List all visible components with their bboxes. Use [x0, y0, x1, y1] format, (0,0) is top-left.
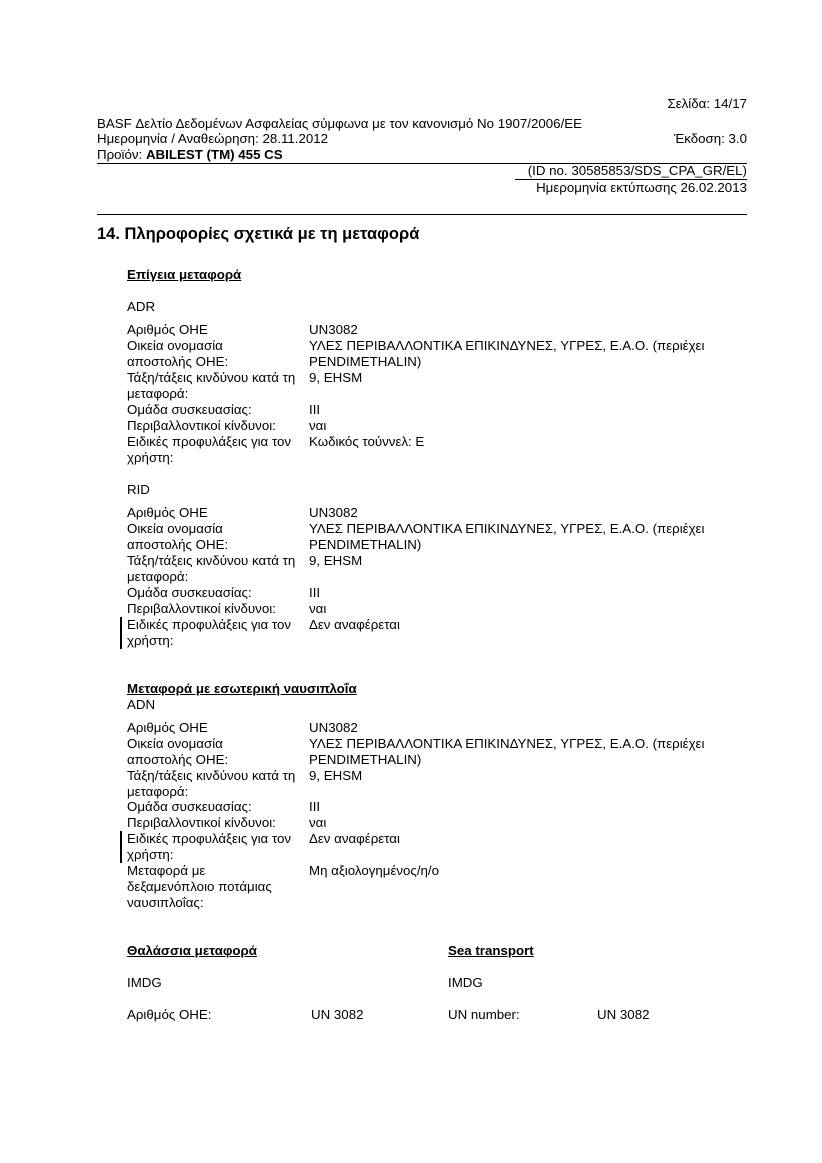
adr-hazard-class-value: 9, EHSM	[309, 370, 363, 385]
adn-special-precautions-value: Δεν αναφέρεται	[309, 831, 400, 846]
adr-un-number-value: UN3082	[309, 322, 358, 337]
sea-transport-heading-el: Θαλάσσια μεταφορά	[127, 943, 257, 958]
imdg-label-en: IMDG	[448, 975, 483, 990]
adr-packing-group-value: III	[309, 402, 321, 417]
rid-un-number-value: UN3082	[309, 505, 358, 520]
document-id: (ID no. 30585853/SDS_CPA_GR/EL)	[527, 163, 747, 178]
adn-packing-group-label: Ομάδα συσκευασίας:	[127, 799, 252, 814]
imdg-un-number-value-el: UN 3082	[311, 1007, 364, 1022]
adn-shipping-name-value: ΥΛΕΣ ΠΕΡΙΒΑΛΛΟΝΤΙΚΑ ΕΠΙΚΙΝΔΥΝΕΣ, ΥΓΡΕΣ, Ε.Α.Ο. (περιέχει PENDIMETHALIN)	[309, 736, 705, 767]
rid-shipping-name-value: ΥΛΕΣ ΠΕΡΙΒΑΛΛΟΝΤΙΚΑ ΕΠΙΚΙΝΔΥΝΕΣ, ΥΓΡΕΣ, Ε.Α.Ο. (περιέχει PENDIMETHALIN)	[309, 521, 705, 552]
sea-transport-heading-en: Sea transport	[448, 943, 534, 958]
page-number: Σελίδα: 14/17	[667, 96, 747, 111]
adr-hazard-class-label: Τάξη/τάξεις κινδύνου κατά τη μεταφορά:	[127, 370, 296, 401]
document-title-line: BASF Δελτίο Δεδομένων Ασφαλείας σύμφωνα με τον κανονισμό Νο 1907/2006/ΕΕ	[97, 116, 582, 131]
rid-hazard-class-value: 9, EHSM	[309, 553, 363, 568]
rid-special-precautions-value: Δεν αναφέρεται	[309, 617, 400, 632]
adn-env-hazard-value: ναι	[309, 815, 327, 830]
rid-label: RID	[127, 482, 150, 497]
adn-label: ADN	[127, 697, 156, 712]
adr-packing-group-label: Ομάδα συσκευασίας:	[127, 402, 252, 417]
rid-env-hazard-label: Περιβαλλοντικοί κίνδυνοι:	[127, 601, 276, 616]
adn-packing-group-value: III	[309, 799, 321, 814]
revision-date: Ημερομηνία / Αναθεώρηση: 28.11.2012	[97, 131, 329, 146]
adr-env-hazard-label: Περιβαλλοντικοί κίνδυνοι:	[127, 418, 276, 433]
version: Έκδοση: 3.0	[673, 131, 747, 146]
imdg-label-el: IMDG	[127, 975, 162, 990]
imdg-un-number-label-el: Αριθμός ΟΗΕ:	[127, 1007, 212, 1022]
adr-special-precautions-label: Ειδικές προφυλάξεις για τον χρήστη:	[127, 434, 292, 465]
section-title: 14. Πληροφορίες σχετικά με τη μεταφορά	[97, 225, 420, 243]
adn-tank-vessel-value: Μη αξιολογημένος/η/ο	[309, 863, 440, 878]
imdg-un-number-label-en: UN number:	[448, 1007, 520, 1022]
adr-shipping-name-label: Οικεία ονομασία αποστολής ΟΗΕ:	[127, 338, 229, 369]
rid-packing-group-value: III	[309, 585, 321, 600]
print-date: Ημερομηνία εκτύπωσης 26.02.2013	[536, 180, 747, 195]
section-divider	[97, 214, 747, 215]
adr-env-hazard-value: ναι	[309, 418, 327, 433]
adn-special-precautions-label: Ειδικές προφυλάξεις για τον χρήστη:	[127, 831, 292, 862]
revision-change-bar	[120, 617, 122, 649]
rid-packing-group-label: Ομάδα συσκευασίας:	[127, 585, 252, 600]
inland-transport-heading: Μεταφορά με εσωτερική ναυσιπλοΐα	[127, 681, 357, 696]
adr-shipping-name-value: ΥΛΕΣ ΠΕΡΙΒΑΛΛΟΝΤΙΚΑ ΕΠΙΚΙΝΔΥΝΕΣ, ΥΓΡΕΣ, Ε.Α.Ο. (περιέχει PENDIMETHALIN)	[309, 338, 705, 369]
adn-env-hazard-label: Περιβαλλοντικοί κίνδυνοι:	[127, 815, 276, 830]
adn-shipping-name-label: Οικεία ονομασία αποστολής ΟΗΕ:	[127, 736, 229, 767]
product-label: Προϊόν:	[97, 147, 146, 162]
rid-shipping-name-label: Οικεία ονομασία αποστολής ΟΗΕ:	[127, 521, 229, 552]
adr-un-number-label: Αριθμός ΟΗΕ	[127, 322, 208, 337]
imdg-un-number-value-en: UN 3082	[597, 1007, 650, 1022]
product-name: ABILEST (TM) 455 CS	[145, 147, 283, 162]
rid-special-precautions-label: Ειδικές προφυλάξεις για τον χρήστη:	[127, 617, 292, 648]
product-line	[97, 147, 283, 163]
land-transport-heading: Επίγεια μεταφορά	[127, 267, 242, 282]
rid-hazard-class-label: Τάξη/τάξεις κινδύνου κατά τη μεταφορά:	[127, 553, 296, 584]
adn-un-number-label: Αριθμός ΟΗΕ	[127, 720, 208, 735]
rid-env-hazard-value: ναι	[309, 601, 327, 616]
adr-special-precautions-value: Κωδικός τούννελ: E	[309, 434, 425, 449]
adn-un-number-value: UN3082	[309, 720, 358, 735]
adn-hazard-class-value: 9, EHSM	[309, 768, 363, 783]
revision-change-bar	[120, 831, 122, 863]
adn-hazard-class-label: Τάξη/τάξεις κινδύνου κατά τη μεταφορά:	[127, 768, 296, 799]
adn-tank-vessel-label: Μεταφορά με δεξαμενόπλοιο ποτάμιας ναυσιπλοΐας:	[127, 863, 272, 910]
adr-label: ADR	[127, 299, 156, 314]
rid-un-number-label: Αριθμός ΟΗΕ	[127, 505, 208, 520]
